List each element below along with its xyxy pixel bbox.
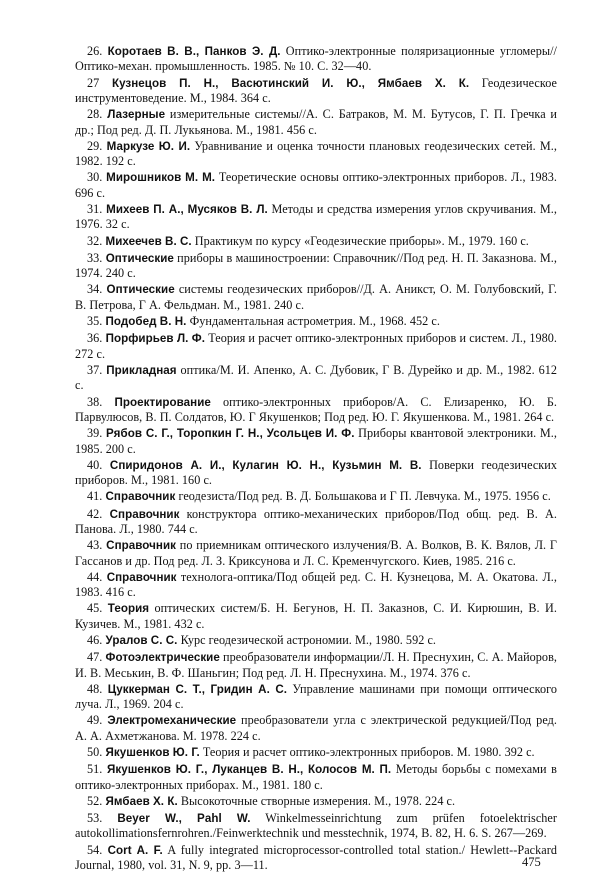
entry-author: Оптические: [105, 251, 174, 265]
entry-text: Оптико-электронные поляризационные угломеры//Оптико-механ. промышленность. 1985. № 10. С. 32—40.: [75, 44, 557, 74]
entry-number: 52.: [87, 793, 103, 808]
entry-number: 33.: [87, 250, 103, 265]
entry-number: 42.: [87, 506, 103, 521]
entry-author: Коротаев В. В., Панков Э. Д.: [107, 45, 281, 58]
entry-author: Справочник: [106, 570, 177, 584]
bib-entry-33: [75, 251, 557, 281]
entry-number: 49.: [87, 713, 103, 728]
entry-author: Фотоэлектрические: [105, 651, 220, 665]
bib-entry-46: [75, 633, 557, 648]
bib-entry-50: [75, 745, 557, 760]
entry-number: 31.: [87, 202, 103, 217]
entry-text: Практикум по курсу «Геодезические приборы». М., 1979. 160 с.: [194, 233, 529, 248]
entry-text: оптика/М. И. Апенко, А. С. Дубовик, Г В. Дурейко и др. М., 1982. 612 с.: [75, 362, 557, 393]
entry-text: по приемникам оптического излучения/В. А. Волков, В. К. Вялов, Л. Г Гассанов и др. Под ред. Л. З. Криксунова и Л. С. Кременчугского. Киев, 1985. 216 с.: [75, 538, 557, 568]
bib-entry-51: [75, 762, 557, 792]
bib-entry-38: [75, 395, 557, 425]
bib-entry-48: [75, 682, 557, 712]
bib-entry-36: [75, 331, 557, 361]
entry-number: 27: [87, 75, 100, 90]
entry-author: Якушенков Ю. Г., Луканцев В. Н., Колосов М. П.: [106, 763, 392, 777]
bib-entry-28: [75, 107, 557, 137]
entry-text: Методы борьбы с помехами в оптико-электронных приборах. М., 1981. 180 с.: [75, 762, 557, 792]
entry-number: 44.: [87, 569, 103, 584]
entry-number: 50.: [87, 745, 103, 759]
entry-text: преобразователи угла с электрической редукцией/Под ред. А. А. Ахметжанова. М. 1978. 224 с.: [75, 713, 557, 743]
bib-entry-32: [75, 234, 557, 249]
entry-author: Справочник: [105, 490, 176, 504]
bib-entry-29: [75, 139, 557, 169]
entry-author: Спиридонов А. И., Кулагин Ю. Н., Кузьмин М. В.: [109, 458, 422, 472]
entry-author: Cort A. F.: [107, 843, 163, 857]
bib-entry-37: [75, 363, 557, 393]
entry-author: Мирошников М. М.: [106, 171, 216, 185]
entry-author: Кузнецов П. Н., Васютинский И. Ю., Ямбаев Х. К.: [111, 76, 470, 90]
entry-text: Методы и средства измерения углов скручивания. М., 1976. 32 с.: [75, 202, 557, 232]
entry-number: 47.: [87, 650, 103, 665]
entry-text: геодезиста/Под ред. В. Д. Большакова и Г П. Левчука. М., 1975. 1956 с.: [178, 489, 551, 504]
entry-author: Оптические: [106, 283, 175, 297]
entry-text: оптических систем/Б. Н. Бегунов, Н. П. Заказнов, С. И. Кирюшин, В. И. Кузичев. М., 1981. 432 с.: [75, 601, 557, 631]
entry-text: Приборы квантовой электроники. М., 1985. 200 с.: [75, 426, 557, 456]
entry-author: Рябов С. Г., Торопкин Г. Н., Усольцев И. Ф.: [106, 427, 355, 441]
bib-entry-49: [75, 713, 557, 743]
entry-text: Курс геодезической астрономии. М., 1980. 592 с.: [180, 632, 437, 647]
bib-entry-41: [75, 489, 557, 504]
entry-text: Фундаментальная астрометрия. М., 1968. 452 с.: [189, 314, 440, 329]
bib-entry-53: [75, 811, 557, 841]
entry-author: Уралов С. С.: [105, 633, 178, 647]
bib-entry-34: [75, 282, 557, 312]
entry-text: Управление машинами при помощи оптического луча. Л., 1969. 204 с.: [75, 681, 557, 712]
entry-text: Высокоточные створные измерения. М., 1978. 224 с.: [180, 793, 456, 808]
entry-author: Ямбаев Х. К.: [105, 794, 178, 808]
bib-entry-39: [75, 426, 557, 456]
entry-text: Геодезическое инструментоведение. М., 1984. 364 с.: [75, 75, 557, 106]
entry-number: 51.: [87, 762, 103, 777]
bib-entry-35: [75, 314, 557, 329]
entry-author: Михеев П. А., Мусяков В. Л.: [106, 203, 268, 217]
entry-number: 28.: [87, 107, 103, 122]
entry-number: 46.: [87, 632, 103, 647]
entry-author: Лазерные: [107, 108, 166, 122]
entry-number: 45.: [87, 601, 103, 616]
entry-author: Якушенков Ю. Г.: [105, 746, 200, 759]
entry-number: 40.: [87, 457, 103, 472]
entry-author: Справочник: [109, 507, 180, 521]
entry-text: Winkelmesseinrichtung zum prüfen fotoelektrischer autokollimationsfernrohren./Feinwerktechnik und messtechnik, 1974, B. 82, H. 6. S. 267—269.: [75, 811, 557, 841]
entry-author: Маркузе Ю. И.: [106, 139, 191, 153]
entry-text: Поверки геодезических приборов. М., 1981. 160 с.: [75, 457, 557, 488]
entry-text: технолога-оптика/Под общей ред. С. Н. Кузнецова, М. А. Окатова. Л., 1983. 416 с.: [75, 569, 557, 600]
entry-text: Теория и расчет оптико-электронных приборов. М. 1980. 392 с.: [202, 745, 535, 759]
bib-entry-26: [75, 44, 557, 74]
bib-entry-44: [75, 570, 557, 600]
entry-number: 48.: [87, 681, 103, 696]
entry-number: 38.: [87, 394, 103, 409]
entry-number: 26.: [87, 44, 103, 58]
entry-text: конструктора оптико-механических приборов/Под общ. ред. В. А. Панова. Л., 1980. 744 с.: [75, 506, 557, 536]
entry-number: 54.: [87, 842, 103, 857]
page-number: 475: [522, 855, 541, 869]
bib-entry-27: [75, 76, 557, 106]
entry-number: 39.: [87, 426, 103, 441]
bib-entry-31: [75, 202, 557, 232]
entry-text: Теоретические основы оптико-электронных приборов. Л., 1983. 696 с.: [75, 170, 557, 200]
entry-number: 30.: [87, 170, 103, 185]
entry-text: Теория и расчет оптико-электронных приборов и систем. Л., 1980. 272 с.: [75, 331, 557, 361]
entry-author: Прикладная: [106, 363, 177, 377]
bib-entry-45: [75, 601, 557, 631]
entry-author: Проектирование: [114, 395, 211, 409]
bib-entry-52: [75, 794, 557, 809]
bib-entry-42: [75, 507, 557, 537]
entry-number: 43.: [87, 538, 103, 553]
entry-text: A fully integrated microprocessor-controlled total station./ Hewlett--Packard Journal, 1980, vol. 31, N. 9, pp. 3—11.: [75, 842, 557, 873]
entry-text: приборы в машиностроении: Справочник//Под ред. Н. П. Заказнова. М., 1974. 240 с.: [75, 250, 557, 281]
entry-author: Михеечев В. С.: [105, 234, 192, 248]
entry-author: Порфирьев Л. Ф.: [105, 332, 206, 346]
entry-number: 35.: [87, 314, 103, 329]
entry-author: Цуккерман С. Т., Гридин А. С.: [107, 682, 288, 696]
bib-entry-54: [75, 843, 557, 873]
bibliography-list: [75, 44, 557, 874]
entry-number: 32.: [87, 233, 103, 248]
entry-number: 41.: [87, 489, 103, 504]
bib-entry-43: [75, 538, 557, 568]
entry-number: 53.: [87, 811, 103, 826]
bib-entry-30: [75, 170, 557, 200]
entry-author: Beyer W., Pahl W.: [117, 812, 251, 826]
bib-entry-40: [75, 458, 557, 488]
entry-author: Подобед В. Н.: [105, 315, 187, 329]
entry-number: 36.: [87, 331, 103, 346]
entry-text: преобразователи информации/Л. Н. Преснухин, С. А. Майоров, И. В. Меськин, В. Ф. Шаньгин; Под ред. Л. Н. Преснухина. М., 1974. 376 с.: [75, 650, 557, 680]
entry-number: 34.: [87, 282, 103, 297]
entry-text: измерительные системы//А. С. Батраков, М. М. Бутусов, Г. П. Гречка и др.; Под ред. Д. П. Лукьянова. М., 1981. 456 с.: [75, 107, 558, 137]
entry-number: 37.: [87, 362, 103, 377]
entry-text: оптико-электронных приборов/А. С. Елизаренко, Ю. Б. Парвулюсов, В. П. Солдатов, Ю. Г Якушенков; Под ред. Ю. Г. Якушенкова. М., 1981. 264 с.: [75, 394, 557, 424]
entry-author: Электромеханические: [107, 714, 237, 728]
entry-number: 29.: [87, 138, 103, 153]
entry-text: системы геодезических приборов//Д. А. Аникст, О. М. Голубовский, Г. В. Петрова, Г А. Фельдман. М., 1981. 240 с.: [75, 282, 557, 312]
entry-author: Теория: [107, 602, 150, 616]
entry-text: Уравнивание и оценка точности плановых геодезических сетей. М., 1982. 192 с.: [75, 138, 557, 169]
entry-author: Справочник: [106, 539, 177, 553]
bib-entry-47: [75, 650, 557, 680]
